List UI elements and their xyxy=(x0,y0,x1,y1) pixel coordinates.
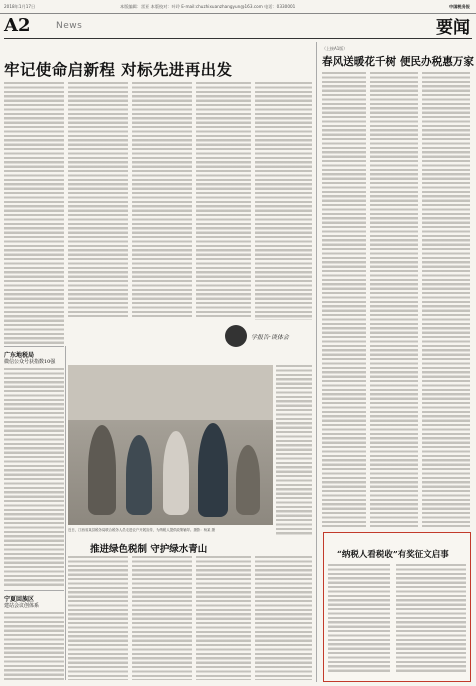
news-photo xyxy=(68,365,273,525)
subsection-column-3 xyxy=(196,556,251,680)
sidebar-2-text xyxy=(4,612,64,680)
photo-caption: 近日，江西省某县税务局联合税务人员走进农户开展宣传，为纳税人提供政策辅导。摄影：杨某 摄 xyxy=(68,528,215,532)
article-column-2 xyxy=(68,82,128,317)
main-headline: 牢记使命启新程 对标先进再出发 xyxy=(4,60,233,79)
sidebar-2-subtitle: 建站会议创体系 xyxy=(4,603,40,609)
top-info-bar xyxy=(0,0,476,14)
sidebar-1-text xyxy=(4,368,64,586)
subsection-title: 推进绿色税制 守护绿水青山 xyxy=(90,544,208,555)
article-column-4 xyxy=(196,82,251,317)
notice-column-1 xyxy=(328,564,390,674)
column-divider xyxy=(65,346,66,680)
editor-line: 本版编辑：雷亚 本版校对：叶玲 E-mail:chuzhixuanzhangyun@163.com 电话：0330001 xyxy=(120,4,296,9)
article-column-1 xyxy=(4,82,64,344)
section-title: 要闻 xyxy=(436,18,470,38)
essay-notice-title: “纳税人看税收”有奖征文启事 xyxy=(337,550,449,560)
subsection-column-1 xyxy=(68,556,128,680)
page-number: A2 xyxy=(4,15,31,36)
logo-label: 学报告·谈体会 xyxy=(251,334,289,341)
issue-date: 2018年1月17日 xyxy=(4,4,36,9)
photo-side-text xyxy=(276,365,312,535)
news-label: News xyxy=(56,21,83,31)
seal-icon xyxy=(225,325,247,347)
subsection-column-2 xyxy=(132,556,192,680)
sidebar-2-title: 宁夏回族区 xyxy=(4,596,35,603)
subsection-column-4 xyxy=(255,556,312,680)
sidebar-1-title: 广东地税局 xyxy=(4,352,35,359)
divider xyxy=(4,590,64,591)
right-kicker: （上接A1版） xyxy=(322,46,348,51)
header-rule xyxy=(4,38,472,39)
right-headline: 春风送暖花千树 便民办税惠万家 xyxy=(322,56,474,68)
divider xyxy=(4,346,64,347)
right-column-1 xyxy=(322,72,366,527)
right-column-2 xyxy=(370,72,418,527)
sidebar-1-subtitle: 微信公众号获指数10强 xyxy=(4,359,56,365)
study-report-logo xyxy=(225,325,289,355)
right-column-3 xyxy=(422,72,470,527)
notice-column-2 xyxy=(396,564,466,674)
newspaper-name: 中国税务报 xyxy=(449,4,470,9)
column-divider xyxy=(316,42,317,682)
article-column-5 xyxy=(255,82,312,320)
article-column-3 xyxy=(132,82,192,317)
